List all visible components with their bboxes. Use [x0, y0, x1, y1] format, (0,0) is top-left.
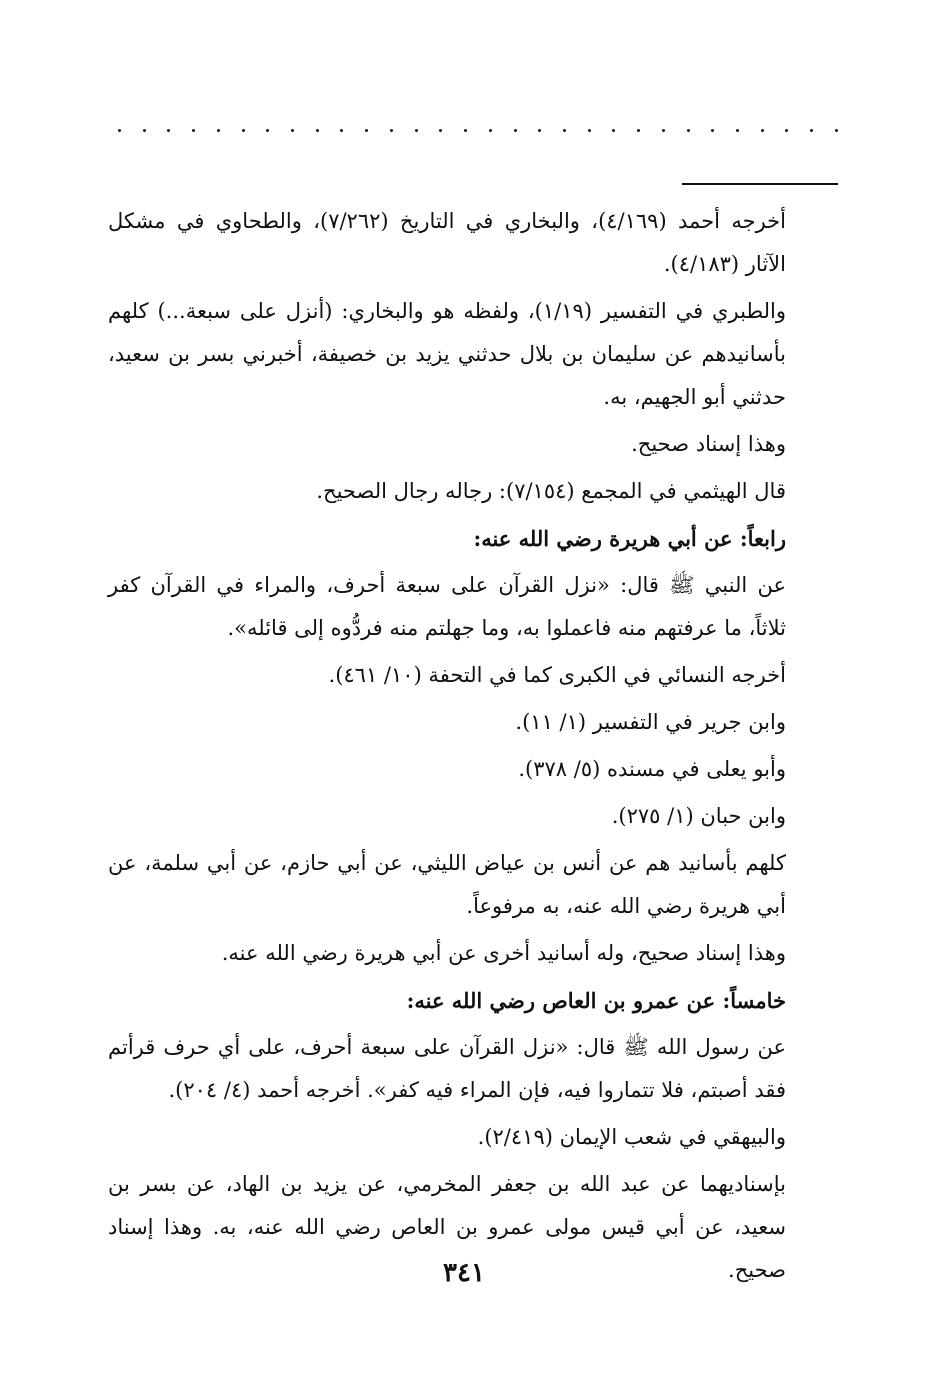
dot [217, 129, 220, 132]
header-dotted-line [118, 122, 838, 138]
section-heading: خامساً: عن عمرو بن العاص رضي الله عنه: [406, 988, 786, 1013]
dot [167, 129, 170, 132]
dot [538, 129, 541, 132]
dot [192, 129, 195, 132]
dot [464, 129, 467, 132]
dot [291, 129, 294, 132]
paragraph: أخرجه أحمد (٤/١٦٩)، والبخاري في التاريخ (٧/٢٦٢)، والطحاوي في مشكل الآثار (٤/١٨٣). [108, 209, 786, 276]
dot [687, 129, 690, 132]
dot [340, 129, 343, 132]
paragraph: وابن حبان (١/ ٢٧٥). [611, 804, 786, 828]
dot [439, 129, 442, 132]
paragraph: والبيهقي في شعب الإيمان (٢/٤١٩). [477, 1125, 786, 1149]
dot [365, 129, 368, 132]
dot [415, 129, 418, 132]
paragraph: كلهم بأسانيد هم عن أنس بن عياض الليثي، عن أبي حازم، عن أبي سلمة، عن أبي هريرة رضي الله عنه، به مرفوعاً. [108, 851, 786, 918]
dot [118, 129, 121, 132]
dot [489, 129, 492, 132]
dot [835, 129, 838, 132]
dot [785, 129, 788, 132]
dot [736, 129, 739, 132]
dot [266, 129, 269, 132]
paragraph: قال الهيثمي في المجمع (٧/١٥٤): رجاله رجال الصحيح. [316, 479, 786, 503]
paragraph: وهذا إسناد صحيح، وله أسانيد أخرى عن أبي هريرة رضي الله عنه. [221, 941, 786, 965]
footnote-rule [682, 183, 838, 185]
paragraph: عن النبي ﷺ قال: «نزل القرآن على سبعة أحرف، والمراء في القرآن كفر ثلاثاً، ما عرفتهم منه فاعملوا به، وما جهلتم منه فردُّوه إلى قائله». [108, 573, 786, 640]
paragraph: والطبري في التفسير (١/١٩)، ولفظه هو والبخاري: (أنزل على سبعة...) كلهم بأسانيدهم عن سليمان بن بلال حدثني يزيد بن خصيفة، أخبرني بسر بن سعيد، حدثني أبو الجهيم، به. [108, 299, 787, 409]
page-body [108, 200, 838, 1296]
dot [637, 129, 640, 132]
dot [810, 129, 813, 132]
section-heading: رابعاً: عن أبي هريرة رضي الله عنه: [473, 526, 786, 551]
dot [316, 129, 319, 132]
dot [711, 129, 714, 132]
dot [588, 129, 591, 132]
page-number: ٣٤١ [443, 1258, 485, 1288]
dot [390, 129, 393, 132]
paragraph: وأبو يعلى في مسنده (٥/ ٣٧٨). [518, 757, 786, 781]
paragraph: أخرجه النسائي في الكبرى كما في التحفة (١٠/ ٤٦١). [328, 663, 786, 687]
dot [612, 129, 615, 132]
dot [242, 129, 245, 132]
dot [662, 129, 665, 132]
paragraph: وابن جرير في التفسير (١/ ١١). [515, 710, 786, 734]
dot [514, 129, 517, 132]
dot [761, 129, 764, 132]
dot [563, 129, 566, 132]
paragraph: عن رسول الله ﷺ قال: «نزل القرآن على سبعة أحرف، على أي حرف قرأتم فقد أصبتم، فلا تتماروا فيه، فإن المراء فيه كفر». أخرجه أحمد (٤/ ٢٠٤). [108, 1035, 786, 1102]
paragraph: وهذا إسناد صحيح. [631, 432, 786, 456]
paragraph: بإسناديهما عن عبد الله بن جعفر المخرمي، عن يزيد بن الهاد، عن بسر بن سعيد، عن أبي قيس مولى عمرو بن العاص رضي الله عنه، به. وهذا إسناد صحيح. [108, 1172, 786, 1282]
dot [143, 129, 146, 132]
